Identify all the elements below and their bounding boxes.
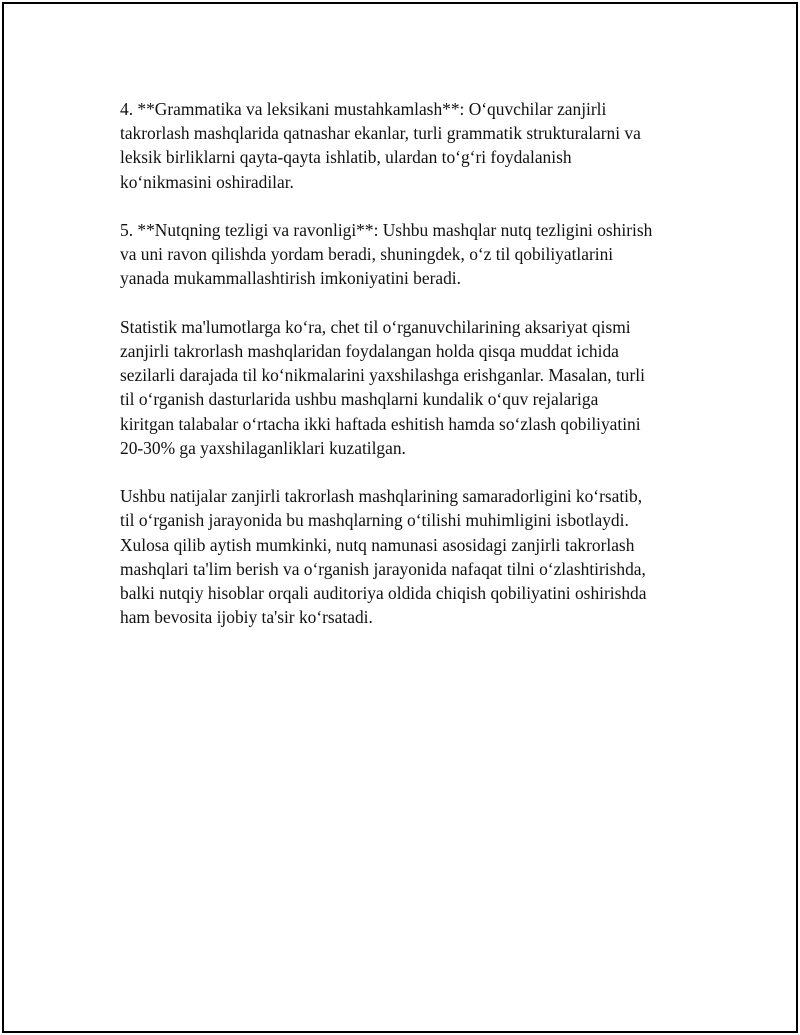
- paragraph-speech-fluency: 5. **Nutqning tezligi va ravonligi**: Ushbu mashqlar nutq tezligini oshirish va uni ravon qilishda yordam beradi, shuningdek, o‘z til qobiliyatlarini yanada mukammallashtirish imkoniyatini beradi.: [120, 220, 653, 289]
- paragraph-conclusion: Ushbu natijalar zanjirli takrorlash mashqlarining samaradorligini ko‘rsatib, til o‘rganish jarayonida bu mashqlarning o‘tilishi muhimligini isbotlaydi. Xulosa qilib aytish mumkinki, nutq namunasi asosidagi zanjirli takrorlash mashqlari ta'lim berish va o‘rganish jarayonida nafaqat tilni o‘zlashtirishda, balki nutqiy hisoblar orqali auditoriya oldida chiqish qobiliyatini oshirishda ham bevosita ijobiy ta'sir ko‘rsatadi.: [120, 486, 647, 628]
- document-page: [2, 2, 798, 1033]
- paragraph-statistics: Statistik ma'lumotlarga ko‘ra, chet til o‘rganuvchilarining aksariyat qismi zanjirli takrorlash mashqlaridan foydalangan holda qisqa muddat ichida sezilarli darajada til ko‘nikmalarini yaxshilashga erishganlar. Masalan, turli til o‘rganish dasturlarida ushbu mashqlarni kundalik o‘quv rejalariga kiritgan talabalar o‘rtacha ikki haftada eshitish hamda so‘zlash qobiliyatini 20-30% ga yaxshilaganliklari kuzatilgan.: [120, 316, 645, 458]
- paragraph-grammar-lexicon: 4. **Grammatika va leksikani mustahkamlash**: O‘quvchilar zanjirli takrorlash mashqlarida qatnashar ekanlar, turli grammatik strukturalarni va leksik birliklarni qayta-qayta ishlatib, ulardan to‘g‘ri foydalanish ko‘nikmasini oshiradilar.: [120, 99, 641, 192]
- document-body: [120, 97, 700, 654]
